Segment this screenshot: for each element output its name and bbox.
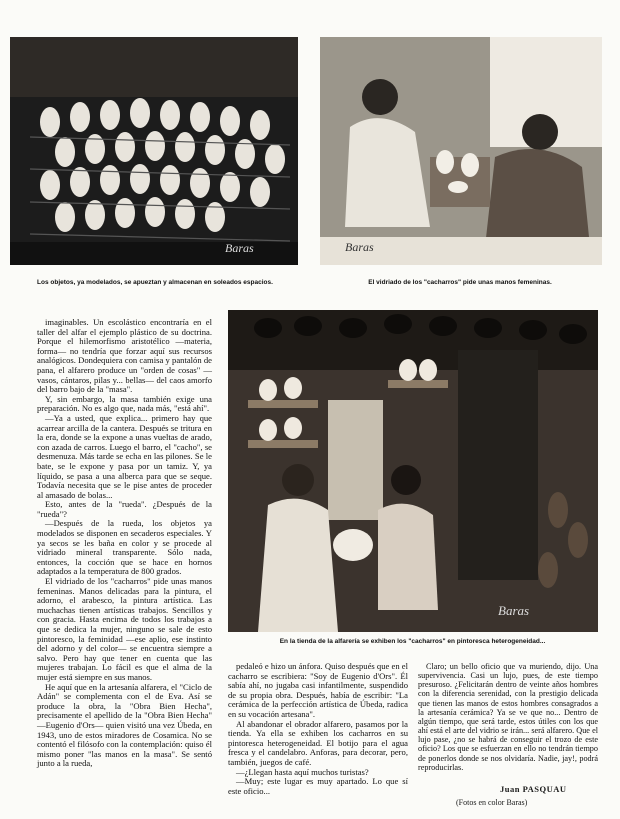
paragraph: Esto, antes de la "rueda". ¿Después de la "rueda"? <box>37 499 212 519</box>
paragraph: El vidriado de los "cacharros" pide unas manos femeninas. Manos delicadas para la pintura, el adorno, el arabesco, la pintura artística. Las muchachas tienen artísticas trabajos. Sencillos y con gracia. Hasta encima de todos los trabajos a que se dedica la mujer, ninguno se sale de esto pintoresco, la feminidad —ese aplio, ese instinto del adorno y del color— se encuentra siempre a salvo. Pero hay que tener en cuenta que las mujeres trabajan. Lo fácil es que el alma de la mujer está siempre en sus manos. <box>37 576 212 682</box>
paragraph: —Muy; este lugar es muy apartado. Lo que sí este oficio... <box>228 776 408 796</box>
author-signature: Juan PASQUAU <box>500 784 567 794</box>
paragraph: imaginables. Un escolástico encontraría en el taller del alfar el ejemplo plástico de su doctrina. Porque el hilemorfismo aristotélico —materia, forma— no tendría que forzar aquí sus recursos analógicos. Dondequiera con camisa y pantalón de pana, el alfarero produce un "orden de cosas" —vasos, cántaros, pilas y... bellas— del caos amorfo del barro bajo de la "masa". <box>37 317 212 395</box>
svg-text:Baras: Baras <box>498 603 530 618</box>
svg-text:Baras: Baras <box>225 241 254 255</box>
right-text-column <box>418 662 598 772</box>
paragraph: Al abandonar el obrador alfarero, pasamos por la tienda. Ya ella se exhiben los cacharros en su pintoresca heterogeneidad. El botijo para el agua fresca y el candelabro. Anforas, para decorar, pero, también, juegos de café. <box>228 718 408 767</box>
paragraph: —Ya a usted, que explica... primero hay que acarrear arcilla de la cantera. Después se tritura en la era, donde se la expone a unas vueltas de arado, con azada de carros. Luego el barro, el "cacho", se desmenuza. Más tarde se echa en las pilones. Se le bate, se le expone y pasa por un tamiz. Y, ya líquido, se pasa a una alberca para que se seque. Todavía necesita que se le pise antes de proceder al amasado de bolas... <box>37 412 212 500</box>
paragraph: —¿Llegan hasta aquí muchos turistas? <box>236 766 369 777</box>
svg-text:Baras: Baras <box>345 240 374 254</box>
photo-women-glazing <box>320 37 602 265</box>
paragraph: Claro; un bello oficio que va muriendo, dijo. Una supervivencia. Casi un lujo, pues, de este tiempo presuroso. ¿Felicitarán dentro de veinte años hombres con la diferencia serenidad, con la prestigio delicada que tienen las manos de estos hombres consagrados a la artesanía cerámica? Ya se ve que no... Dentro de algún tiempo, que será tarde, estos útiles con los que ahí está el arte del vidrio se irán... será alfarero. Que el lujo pase, ¿no se habrá de conseguir el trozo de este oficio? Los que se esfuerzan en ello no tendrán tiempo de ponerlos donde se nos olvidaría. Nadie, jay!, podrá reproducirlas. <box>418 662 598 772</box>
paragraph: Y, sin embargo, la masa también exige una preparación. No es algo que, nada más, "está ahí". <box>37 393 212 414</box>
caption-photo3: En la tienda de la alfarería se exhiben los "cacharros" en pintoresca heterogeneidad... <box>279 638 546 645</box>
left-text-column <box>37 318 212 769</box>
caption-photo1: Los objetos, ya modelados, se apueztan y almacenan en soleados espacios. <box>37 279 273 286</box>
photo-credit: (Fotos en color Baras) <box>456 798 528 807</box>
paragraph: pedaleó e hizo un ánfora. Quiso después que en el cacharro se escribiera: "Soy de Eugenio d'Ors". Él sabía ahí, no jugaba casi infantilmente, suspendido de su propia obra. Después, había de escribir: "La cerámica de la perfección artística de Úbeda, radica en su vocación artesana". <box>228 661 408 719</box>
middle-text-column <box>228 662 408 796</box>
photo-pottery-shop <box>228 310 598 632</box>
paragraph: He aquí que en la artesanía alfarera, el "Ciclo de Adán" se complementa con el de Eva. Así se produce la obra, la "Obra Bien Hecha", precisamente el apellido de la "Obra Bien Hecha" —Eugenio d'Ors— quien visitó una vez Úbeda, en 1943, uno de estos miradores de Cosamica. No se contentó el filósofo con la contemplación: quiso él mismo poner "las manos en la masa". Se sentó junto a la rueda, <box>37 681 212 769</box>
photo-drying-vases <box>10 37 298 265</box>
paragraph: —Después de la rueda, los objetos ya modelados se disponen en secaderos especiales. Y ya secos se les baña en color y se procede al vidriado mineral transparente. Sólo nada, entonces, la cocción que se hace en hornos adaptados a la temperatura de 800 grados. <box>37 518 212 577</box>
caption-photo2: El vidriado de los "cacharros" pide unas manos femeninas. <box>368 279 552 286</box>
